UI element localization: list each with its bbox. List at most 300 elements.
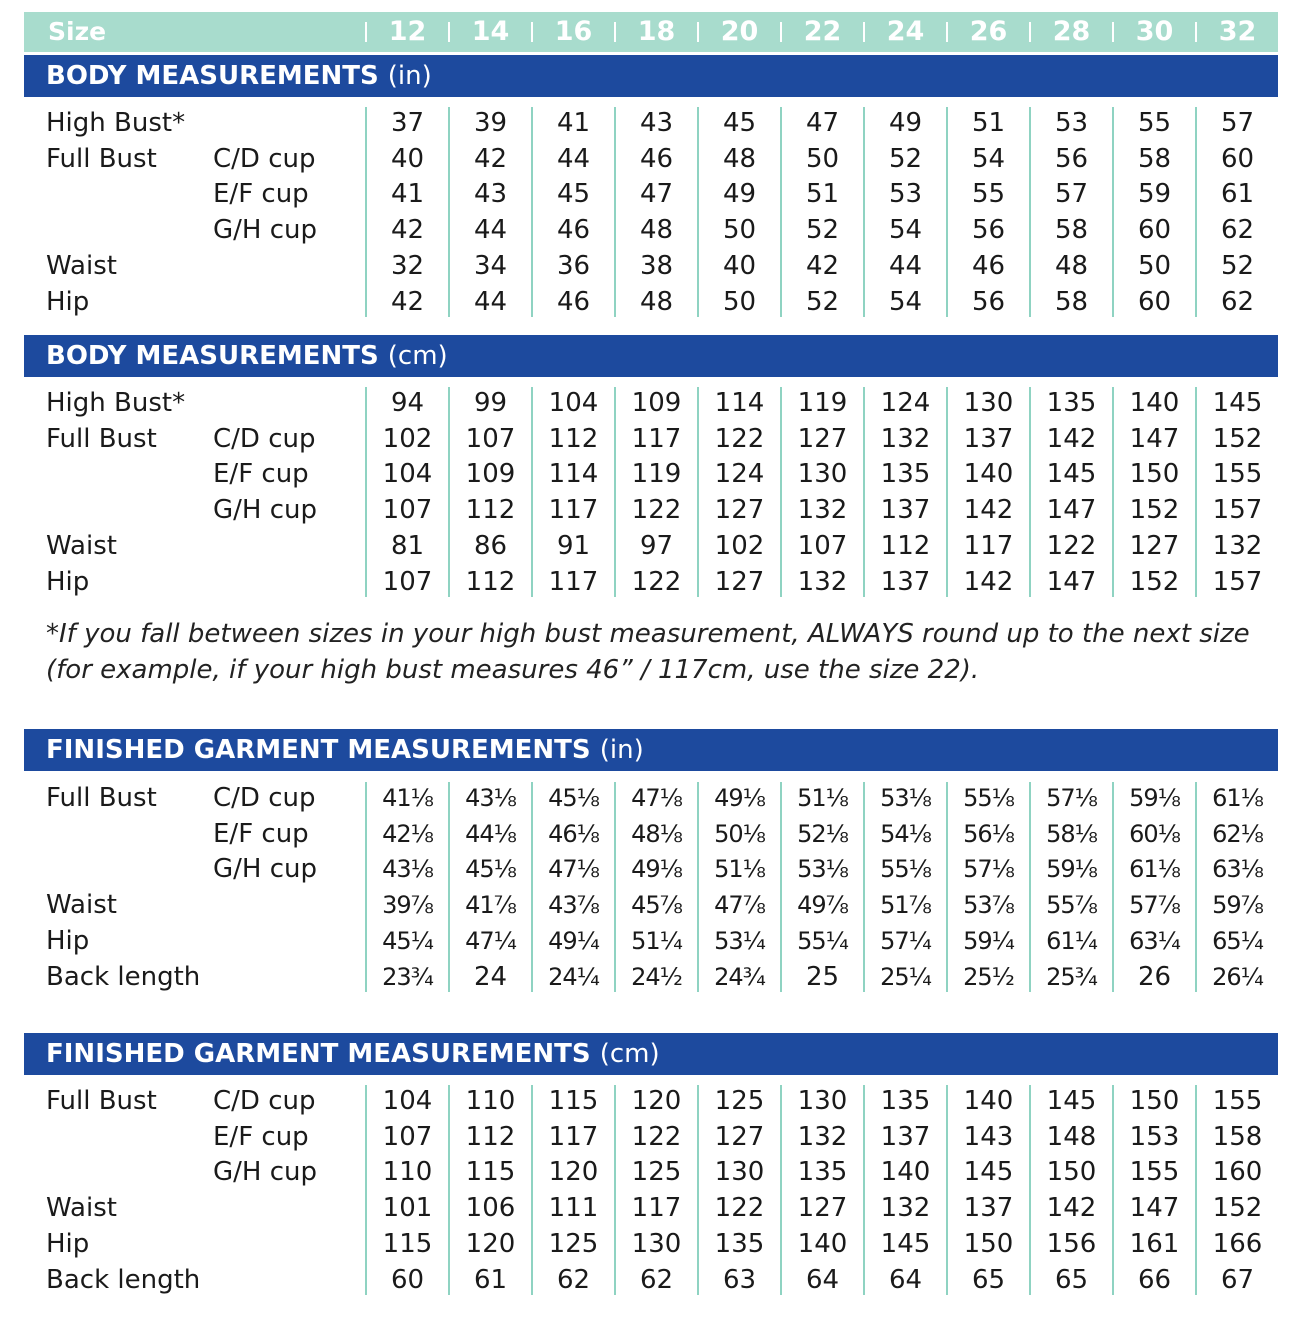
measurement-cell: 110 xyxy=(465,1086,516,1116)
measurement-cell: 55⅛ xyxy=(963,784,1014,812)
measurement-cell: 60 xyxy=(1137,286,1172,317)
size-separator xyxy=(531,22,533,42)
measurement-cell: 55¼ xyxy=(797,926,848,955)
measurement-cell: 143 xyxy=(963,1121,1014,1152)
measurement-cell: 52⅛ xyxy=(797,819,848,848)
measurement-cell: 57⅛ xyxy=(963,855,1014,884)
high-bust-footnote: *If you fall between sizes in your high bust measurement, ALWAYS round up to the next size (for example, if your high bust measures 46” / 117cm, use the size 22). xyxy=(46,619,1250,685)
measurement-cell: 65¼ xyxy=(1212,926,1263,955)
measurement-cell: 47⅞ xyxy=(714,891,765,920)
measurement-cell: 49 xyxy=(888,108,923,138)
measurement-cell: 117 xyxy=(631,1193,682,1224)
table-row xyxy=(0,105,1296,141)
measurement-cell: 55 xyxy=(971,179,1006,210)
measurement-cell: 47 xyxy=(805,108,840,138)
row-label: Full Bust xyxy=(46,1086,157,1116)
section-header xyxy=(24,1033,1278,1075)
measurement-cell: 152 xyxy=(1212,1193,1263,1224)
measurement-cell: 53⅛ xyxy=(880,784,931,812)
measurement-cell: 130 xyxy=(631,1228,682,1259)
table-row xyxy=(0,248,1296,284)
cup-label: E/F cup xyxy=(213,459,309,490)
measurement-cell: 81 xyxy=(390,530,425,561)
measurement-cell: 150 xyxy=(1046,1157,1097,1188)
measurement-cell: 109 xyxy=(465,459,516,490)
measurement-cell: 137 xyxy=(963,423,1014,454)
size-separator xyxy=(614,22,616,42)
measurement-cell: 52 xyxy=(805,286,840,317)
measurement-cell: 135 xyxy=(714,1228,765,1259)
measurement-cell: 155 xyxy=(1212,1086,1263,1116)
measurement-cell: 57¼ xyxy=(880,926,931,955)
row-label: Hip xyxy=(46,1228,90,1259)
measurement-cell: 145 xyxy=(1046,459,1097,490)
measurement-cell: 52 xyxy=(1220,250,1255,281)
measurement-cell: 140 xyxy=(963,459,1014,490)
row-label: Waist xyxy=(46,250,117,281)
size-column-header: 22 xyxy=(803,16,842,47)
measurement-cell: 135 xyxy=(880,1086,931,1116)
size-separator xyxy=(365,22,367,42)
section-unit: (cm) xyxy=(387,341,448,371)
measurement-cell: 107 xyxy=(382,1121,433,1152)
size-separator xyxy=(448,22,450,42)
measurement-cell: 56⅛ xyxy=(963,819,1014,848)
measurement-cell: 91 xyxy=(556,530,591,561)
row-label: Hip xyxy=(46,925,90,956)
size-separator xyxy=(697,22,699,42)
measurement-cell: 137 xyxy=(880,566,931,597)
size-column-header: 30 xyxy=(1135,16,1174,47)
measurement-cell: 156 xyxy=(1046,1228,1097,1259)
table-row xyxy=(0,959,1296,995)
row-label: High Bust* xyxy=(46,388,186,418)
table-row xyxy=(0,284,1296,320)
row-label: Waist xyxy=(46,1193,117,1224)
measurement-cell: 45⅞ xyxy=(631,891,682,920)
table-row xyxy=(0,1262,1296,1298)
measurement-cell: 43⅛ xyxy=(465,784,516,812)
measurement-cell: 49 xyxy=(722,179,757,210)
measurement-cell: 54 xyxy=(888,215,923,246)
measurement-cell: 24¾ xyxy=(714,962,765,991)
measurement-cell: 122 xyxy=(1046,530,1097,561)
table-row xyxy=(0,887,1296,923)
measurement-cell: 53 xyxy=(888,179,923,210)
size-column-header: 24 xyxy=(886,16,925,47)
measurement-cell: 57 xyxy=(1054,179,1089,210)
measurement-cell: 24¼ xyxy=(548,962,599,991)
measurement-cell: 102 xyxy=(382,423,433,454)
measurement-cell: 160 xyxy=(1212,1157,1263,1188)
measurement-cell: 46 xyxy=(971,250,1006,281)
measurement-cell: 132 xyxy=(797,495,848,526)
measurement-cell: 54 xyxy=(971,143,1006,174)
measurement-cell: 51⅞ xyxy=(880,891,931,920)
measurement-cell: 25½ xyxy=(963,962,1014,991)
measurement-cell: 25¾ xyxy=(1046,962,1097,991)
size-column-header: 20 xyxy=(720,16,759,47)
section-header xyxy=(24,55,1278,97)
measurement-cell: 122 xyxy=(631,1121,682,1152)
measurement-cell: 137 xyxy=(880,495,931,526)
measurement-cell: 130 xyxy=(714,1157,765,1188)
measurement-cell: 47⅛ xyxy=(631,784,682,812)
measurement-cell: 53 xyxy=(1054,108,1089,138)
measurement-cell: 86 xyxy=(473,530,508,561)
measurement-cell: 57⅞ xyxy=(1129,891,1180,920)
measurement-cell: 107 xyxy=(382,566,433,597)
measurement-cell: 115 xyxy=(465,1157,516,1188)
measurement-cell: 132 xyxy=(1212,530,1263,561)
measurement-cell: 166 xyxy=(1212,1228,1263,1259)
measurement-cell: 62 xyxy=(639,1264,674,1295)
measurement-cell: 49⅛ xyxy=(714,784,765,812)
measurement-cell: 111 xyxy=(548,1193,599,1224)
measurement-cell: 120 xyxy=(631,1086,682,1116)
measurement-cell: 44 xyxy=(888,250,923,281)
measurement-cell: 157 xyxy=(1212,495,1263,526)
table-row xyxy=(0,1083,1296,1119)
section-title-text: FINISHED GARMENT MEASUREMENTS xyxy=(46,1039,591,1069)
measurement-cell: 150 xyxy=(1129,459,1180,490)
measurement-cell: 127 xyxy=(714,495,765,526)
measurement-cell: 142 xyxy=(963,495,1014,526)
measurement-cell: 140 xyxy=(963,1086,1014,1116)
measurement-cell: 112 xyxy=(465,566,516,597)
section-unit: (in) xyxy=(599,735,644,765)
cup-label: G/H cup xyxy=(213,1157,317,1188)
table-row xyxy=(0,1154,1296,1190)
measurement-cell: 55⅞ xyxy=(1046,891,1097,920)
measurement-cell: 132 xyxy=(880,423,931,454)
measurement-cell: 26¼ xyxy=(1212,962,1263,991)
measurement-cell: 124 xyxy=(714,459,765,490)
size-column-header: 14 xyxy=(471,16,510,47)
measurement-cell: 49⅞ xyxy=(797,891,848,920)
measurement-cell: 104 xyxy=(548,388,599,418)
measurement-cell: 127 xyxy=(1129,530,1180,561)
measurement-cell: 39 xyxy=(473,108,508,138)
row-label: Full Bust xyxy=(46,783,157,813)
measurement-cell: 63¼ xyxy=(1129,926,1180,955)
size-column-header: 26 xyxy=(969,16,1008,47)
row-label: High Bust* xyxy=(46,108,186,138)
measurement-cell: 112 xyxy=(880,530,931,561)
measurement-cell: 117 xyxy=(548,1121,599,1152)
measurement-cell: 40 xyxy=(390,143,425,174)
measurement-cell: 58 xyxy=(1054,215,1089,246)
measurement-cell: 42 xyxy=(390,215,425,246)
measurement-cell: 43⅛ xyxy=(382,855,433,884)
measurement-cell: 42 xyxy=(390,286,425,317)
measurement-cell: 46⅛ xyxy=(548,819,599,848)
measurement-cell: 148 xyxy=(1046,1121,1097,1152)
measurement-cell: 130 xyxy=(797,1086,848,1116)
measurement-cell: 132 xyxy=(797,566,848,597)
measurement-cell: 25 xyxy=(805,961,840,992)
measurement-cell: 67 xyxy=(1220,1264,1255,1295)
measurement-cell: 46 xyxy=(556,215,591,246)
measurement-cell: 115 xyxy=(548,1086,599,1116)
measurement-cell: 114 xyxy=(548,459,599,490)
measurement-cell: 45 xyxy=(722,108,757,138)
cup-label: E/F cup xyxy=(213,179,309,210)
measurement-cell: 46 xyxy=(639,143,674,174)
measurement-cell: 60 xyxy=(1137,215,1172,246)
measurement-cell: 47⅛ xyxy=(548,855,599,884)
measurement-cell: 59⅛ xyxy=(1129,784,1180,812)
size-header-bar xyxy=(24,12,1278,52)
measurement-cell: 63 xyxy=(722,1264,757,1295)
measurement-cell: 135 xyxy=(1046,388,1097,418)
measurement-cell: 132 xyxy=(797,1121,848,1152)
measurement-cell: 127 xyxy=(714,1121,765,1152)
row-label: Waist xyxy=(46,890,117,921)
measurement-cell: 51 xyxy=(971,108,1006,138)
measurement-cell: 142 xyxy=(963,566,1014,597)
measurement-cell: 42 xyxy=(473,143,508,174)
measurement-cell: 59¼ xyxy=(963,926,1014,955)
measurement-cell: 140 xyxy=(880,1157,931,1188)
measurement-cell: 117 xyxy=(548,566,599,597)
measurement-cell: 45 xyxy=(556,179,591,210)
measurement-cell: 122 xyxy=(714,423,765,454)
table-row xyxy=(0,385,1296,421)
measurement-cell: 117 xyxy=(548,495,599,526)
measurement-cell: 145 xyxy=(880,1228,931,1259)
measurement-cell: 40 xyxy=(722,250,757,281)
measurement-cell: 59⅛ xyxy=(1046,855,1097,884)
measurement-cell: 132 xyxy=(880,1193,931,1224)
measurement-cell: 119 xyxy=(797,388,848,418)
measurement-cell: 58 xyxy=(1137,143,1172,174)
measurement-cell: 42 xyxy=(805,250,840,281)
size-header-label: Size xyxy=(48,17,107,46)
table-row xyxy=(0,564,1296,600)
measurement-cell: 56 xyxy=(971,215,1006,246)
table-row xyxy=(0,492,1296,528)
measurement-cell: 122 xyxy=(631,495,682,526)
section-title-text: FINISHED GARMENT MEASUREMENTS xyxy=(46,735,591,765)
table-row xyxy=(0,421,1296,457)
measurement-cell: 107 xyxy=(797,530,848,561)
measurement-cell: 44 xyxy=(473,286,508,317)
measurement-cell: 48⅛ xyxy=(631,819,682,848)
measurement-cell: 26 xyxy=(1137,961,1172,992)
measurement-cell: 114 xyxy=(714,388,765,418)
measurement-cell: 59 xyxy=(1137,179,1172,210)
measurement-cell: 61⅛ xyxy=(1129,855,1180,884)
measurement-cell: 41 xyxy=(390,179,425,210)
measurement-cell: 25¼ xyxy=(880,962,931,991)
row-label: Back length xyxy=(46,1264,201,1295)
measurement-cell: 107 xyxy=(465,423,516,454)
measurement-cell: 32 xyxy=(390,250,425,281)
measurement-cell: 127 xyxy=(714,566,765,597)
measurement-cell: 41⅛ xyxy=(382,784,433,812)
measurement-cell: 127 xyxy=(797,1193,848,1224)
size-column-header: 32 xyxy=(1218,16,1257,47)
measurement-cell: 97 xyxy=(639,530,674,561)
section-unit: (cm) xyxy=(599,1039,660,1069)
measurement-cell: 47¼ xyxy=(465,926,516,955)
size-column-header: 12 xyxy=(388,16,427,47)
cup-label: E/F cup xyxy=(213,818,309,849)
size-column-header: 18 xyxy=(637,16,676,47)
measurement-cell: 145 xyxy=(1212,388,1263,418)
measurement-cell: 62 xyxy=(1220,215,1255,246)
measurement-cell: 117 xyxy=(963,530,1014,561)
measurement-cell: 44 xyxy=(556,143,591,174)
measurement-cell: 106 xyxy=(465,1193,516,1224)
measurement-cell: 61⅛ xyxy=(1212,784,1263,812)
cup-label: C/D cup xyxy=(213,423,316,454)
measurement-cell: 44 xyxy=(473,215,508,246)
measurement-cell: 122 xyxy=(631,566,682,597)
measurement-cell: 61¼ xyxy=(1046,926,1097,955)
measurement-cell: 65 xyxy=(1054,1264,1089,1295)
measurement-cell: 64 xyxy=(888,1264,923,1295)
size-separator xyxy=(1112,22,1114,42)
measurement-cell: 41⅞ xyxy=(465,891,516,920)
measurement-cell: 147 xyxy=(1129,423,1180,454)
measurement-cell: 58 xyxy=(1054,286,1089,317)
measurement-cell: 104 xyxy=(382,459,433,490)
measurement-cell: 147 xyxy=(1046,566,1097,597)
measurement-cell: 52 xyxy=(888,143,923,174)
measurement-cell: 152 xyxy=(1212,423,1263,454)
table-row xyxy=(0,851,1296,887)
measurement-cell: 51⅛ xyxy=(797,784,848,812)
cup-label: G/H cup xyxy=(213,215,317,246)
measurement-cell: 112 xyxy=(465,495,516,526)
measurement-cell: 152 xyxy=(1129,495,1180,526)
measurement-cell: 50 xyxy=(722,215,757,246)
row-label: Full Bust xyxy=(46,423,157,454)
measurement-cell: 130 xyxy=(963,388,1014,418)
measurement-cell: 60⅛ xyxy=(1129,819,1180,848)
measurement-cell: 62 xyxy=(1220,286,1255,317)
measurement-cell: 122 xyxy=(714,1193,765,1224)
cup-label: C/D cup xyxy=(213,783,316,813)
measurement-cell: 50 xyxy=(805,143,840,174)
section-title xyxy=(46,1033,660,1075)
cup-label: G/H cup xyxy=(213,854,317,885)
measurement-cell: 66 xyxy=(1137,1264,1172,1295)
table-row xyxy=(0,141,1296,177)
size-separator xyxy=(946,22,948,42)
section-unit: (in) xyxy=(387,61,432,91)
measurement-cell: 137 xyxy=(880,1121,931,1152)
measurement-cell: 99 xyxy=(473,388,508,418)
size-column-header: 28 xyxy=(1052,16,1091,47)
measurement-cell: 34 xyxy=(473,250,508,281)
measurement-cell: 56 xyxy=(1054,143,1089,174)
measurement-cell: 157 xyxy=(1212,566,1263,597)
measurement-cell: 37 xyxy=(390,108,425,138)
measurement-cell: 145 xyxy=(1046,1086,1097,1116)
measurement-cell: 150 xyxy=(1129,1086,1180,1116)
section-title xyxy=(46,335,448,377)
measurement-cell: 47 xyxy=(639,179,674,210)
measurement-cell: 53⅞ xyxy=(963,891,1014,920)
measurement-cell: 45⅛ xyxy=(465,855,516,884)
measurement-cell: 112 xyxy=(465,1121,516,1152)
section-title xyxy=(46,55,432,97)
measurement-cell: 117 xyxy=(631,423,682,454)
size-separator xyxy=(1029,22,1031,42)
measurement-cell: 56 xyxy=(971,286,1006,317)
measurement-cell: 50 xyxy=(722,286,757,317)
section-title-text: BODY MEASUREMENTS xyxy=(46,341,379,371)
measurement-cell: 125 xyxy=(631,1157,682,1188)
measurement-cell: 153 xyxy=(1129,1121,1180,1152)
measurement-cell: 41 xyxy=(556,108,591,138)
measurement-cell: 50⅛ xyxy=(714,819,765,848)
measurement-cell: 46 xyxy=(556,286,591,317)
measurement-cell: 119 xyxy=(631,459,682,490)
measurement-cell: 42⅛ xyxy=(382,819,433,848)
measurement-cell: 48 xyxy=(722,143,757,174)
measurement-cell: 60 xyxy=(390,1264,425,1295)
measurement-cell: 48 xyxy=(639,286,674,317)
measurement-cell: 145 xyxy=(963,1157,1014,1188)
measurement-cell: 65 xyxy=(971,1264,1006,1295)
table-row xyxy=(0,176,1296,212)
table-row xyxy=(0,923,1296,959)
measurement-cell: 109 xyxy=(631,388,682,418)
cup-label: E/F cup xyxy=(213,1121,309,1152)
measurement-cell: 140 xyxy=(1129,388,1180,418)
size-column-header: 16 xyxy=(554,16,593,47)
measurement-cell: 142 xyxy=(1046,1193,1097,1224)
table-row xyxy=(0,212,1296,248)
section-title-text: BODY MEASUREMENTS xyxy=(46,61,379,91)
measurement-cell: 61 xyxy=(473,1264,508,1295)
measurement-cell: 155 xyxy=(1212,459,1263,490)
measurement-cell: 60 xyxy=(1220,143,1255,174)
measurement-cell: 150 xyxy=(963,1228,1014,1259)
measurement-cell: 51 xyxy=(805,179,840,210)
measurement-cell: 52 xyxy=(805,215,840,246)
measurement-cell: 38 xyxy=(639,250,674,281)
measurement-cell: 120 xyxy=(548,1157,599,1188)
table-row xyxy=(0,1226,1296,1262)
table-row xyxy=(0,780,1296,816)
measurement-cell: 23¾ xyxy=(382,962,433,991)
measurement-cell: 55 xyxy=(1137,108,1172,138)
measurement-cell: 142 xyxy=(1046,423,1097,454)
measurement-cell: 53⅛ xyxy=(797,855,848,884)
measurement-cell: 102 xyxy=(714,530,765,561)
measurement-cell: 57 xyxy=(1220,108,1255,138)
measurement-cell: 112 xyxy=(548,423,599,454)
cup-label: C/D cup xyxy=(213,143,316,174)
measurement-cell: 48 xyxy=(639,215,674,246)
measurement-cell: 155 xyxy=(1129,1157,1180,1188)
table-row xyxy=(0,816,1296,852)
size-separator xyxy=(1195,22,1197,42)
measurement-cell: 50 xyxy=(1137,250,1172,281)
measurement-cell: 51⅛ xyxy=(714,855,765,884)
row-label: Hip xyxy=(46,566,90,597)
measurement-cell: 101 xyxy=(382,1193,433,1224)
section-header xyxy=(24,335,1278,377)
measurement-cell: 124 xyxy=(880,388,931,418)
section-title xyxy=(46,729,644,771)
table-row xyxy=(0,1190,1296,1226)
